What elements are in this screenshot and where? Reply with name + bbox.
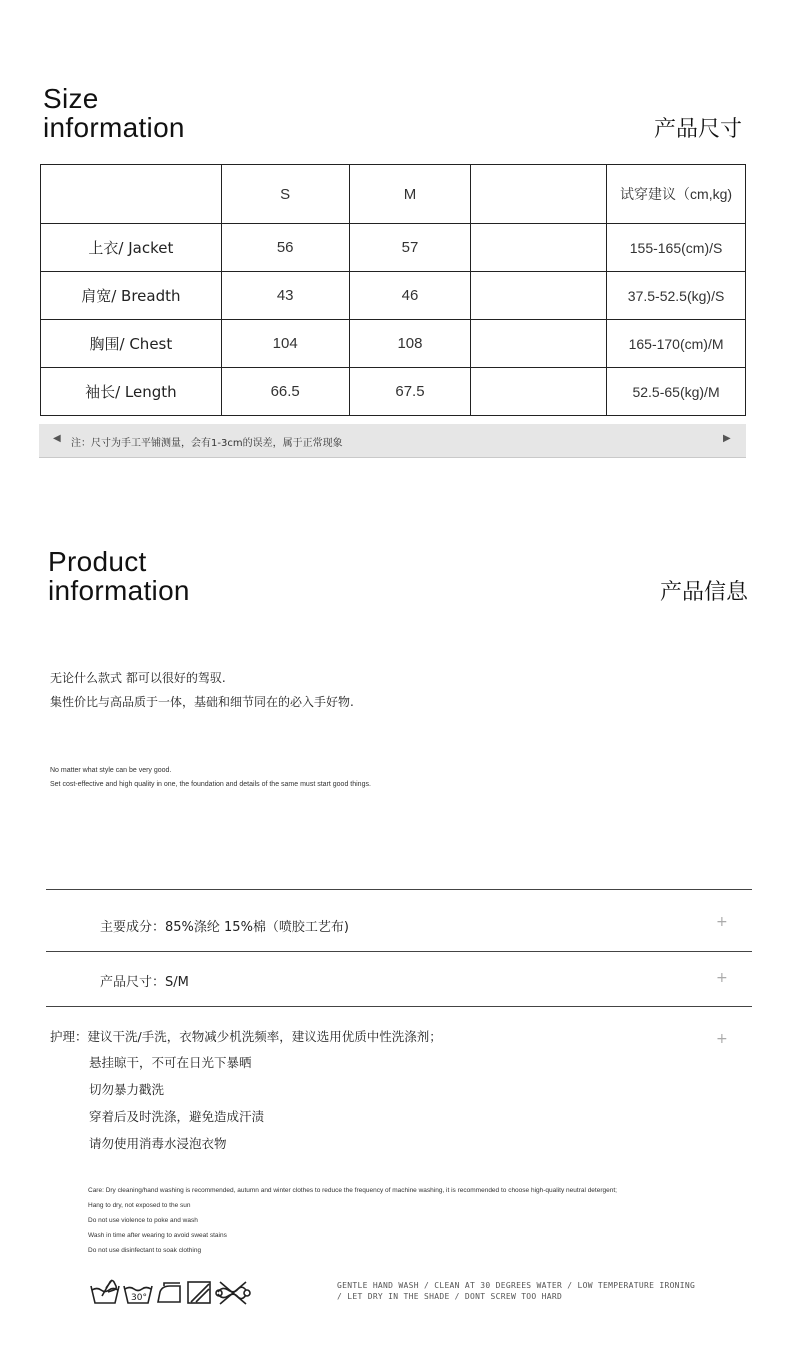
divider bbox=[46, 1006, 752, 1007]
cell-suggest: 165-170(cm)/M bbox=[607, 320, 746, 368]
product-title-line1: Product bbox=[48, 546, 147, 577]
table-row bbox=[41, 272, 746, 320]
size-table bbox=[40, 164, 746, 416]
table-row bbox=[41, 224, 746, 272]
iron-icon bbox=[158, 1283, 180, 1302]
care-en-line-1: Care: Dry cleaning/hand washing is recommended, autumn and winter clothes to reduce the frequency of machine washing, it is recommended to choose high-quality neutral detergent; bbox=[88, 1187, 617, 1194]
cell-suggest: 155-165(cm)/S bbox=[607, 224, 746, 272]
description-en-line1: No matter what style can be very good. bbox=[50, 767, 172, 774]
cell-suggest: 52.5-65(kg)/M bbox=[607, 368, 746, 416]
description-cn-line1: 无论什么款式 都可以很好的驾驭. bbox=[50, 671, 226, 685]
expand-plus-icon[interactable]: + bbox=[716, 1031, 728, 1047]
cell-blank bbox=[471, 368, 607, 416]
product-title-en bbox=[48, 547, 190, 605]
hand-wash-icon bbox=[91, 1280, 119, 1303]
care-en-line-5: Do not use disinfectant to soak clothing bbox=[88, 1247, 202, 1254]
cell-m: 46 bbox=[349, 272, 471, 320]
divider bbox=[46, 951, 752, 952]
cell-s: 66.5 bbox=[221, 368, 349, 416]
cell-suggest: 37.5-52.5(kg)/S bbox=[607, 272, 746, 320]
wash-instructions-line1: GENTLE HAND WASH / CLEAN AT 30 DEGREES WATER / LOW TEMPERATURE IRONING bbox=[337, 1281, 696, 1290]
care-line-1: 护理：建议干洗/手洗，衣物减少机洗频率，建议选用优质中性洗涤剂； bbox=[50, 1029, 442, 1044]
row-label-length: 袖长/ Length bbox=[41, 368, 222, 416]
care-line-4: 穿着后及时洗涤，避免造成汗渍 bbox=[89, 1109, 265, 1124]
cell-s: 104 bbox=[221, 320, 349, 368]
care-line-2: 悬挂晾干，不可在日光下暴晒 bbox=[89, 1055, 252, 1070]
care-en-line-2: Hang to dry, not exposed to the sun bbox=[88, 1202, 191, 1209]
care-en-line-4: Wash in time after wearing to avoid sweat stains bbox=[88, 1232, 227, 1239]
measurement-note-bar bbox=[39, 424, 746, 458]
do-not-wring-icon bbox=[216, 1282, 250, 1304]
expand-plus-icon[interactable]: + bbox=[716, 914, 728, 930]
header-cell-m: M bbox=[349, 165, 471, 224]
right-arrow-icon[interactable]: ▶ bbox=[723, 433, 731, 444]
cell-blank bbox=[471, 272, 607, 320]
material-info: 主要成分：85%涤纶 15%棉（喷胶工艺布) bbox=[100, 920, 349, 935]
measurement-note-text: 注：尺寸为手工平铺测量，会有1-3cm的误差，属于正常现象 bbox=[71, 438, 343, 449]
header-cell-empty bbox=[41, 165, 222, 224]
cell-m: 108 bbox=[349, 320, 471, 368]
divider bbox=[46, 889, 752, 890]
size-title-cn: 产品尺寸 bbox=[654, 117, 743, 142]
care-line-3: 切勿暴力戳洗 bbox=[89, 1082, 165, 1097]
table-row bbox=[41, 368, 746, 416]
cell-m: 57 bbox=[349, 224, 471, 272]
description-cn-line2: 集性价比与高品质于一体，基础和细节同在的必入手好物. bbox=[50, 695, 354, 709]
row-label-breadth: 肩宽/ Breadth bbox=[41, 272, 222, 320]
dry-shade-icon bbox=[188, 1282, 210, 1303]
description-en-line2: Set cost-effective and high quality in one, the foundation and details of the same must start good things. bbox=[50, 781, 371, 788]
product-title-line2: information bbox=[48, 575, 190, 606]
size-title-line2: information bbox=[43, 112, 185, 143]
header-cell-blank bbox=[471, 165, 607, 224]
cell-s: 56 bbox=[221, 224, 349, 272]
size-table-header bbox=[41, 165, 746, 224]
expand-plus-icon[interactable]: + bbox=[716, 970, 728, 986]
table-row bbox=[41, 320, 746, 368]
care-en-line-3: Do not use violence to poke and wash bbox=[88, 1217, 198, 1224]
row-label-chest: 胸围/ Chest bbox=[41, 320, 222, 368]
wash-icons-row bbox=[88, 1276, 254, 1308]
size-title-en bbox=[43, 84, 185, 142]
cell-blank bbox=[471, 320, 607, 368]
size-info: 产品尺寸：S/M bbox=[100, 975, 189, 990]
wash-temp-label: 30° bbox=[131, 1293, 147, 1303]
cell-s: 43 bbox=[221, 272, 349, 320]
wash-instructions-line2: / LET DRY IN THE SHADE / DONT SCREW TOO HARD bbox=[337, 1292, 563, 1301]
wash-30-icon bbox=[124, 1286, 152, 1303]
left-arrow-icon[interactable]: ◀ bbox=[53, 433, 61, 444]
product-title-cn: 产品信息 bbox=[660, 580, 749, 605]
size-title-line1: Size bbox=[43, 83, 99, 114]
row-label-jacket: 上衣/ Jacket bbox=[41, 224, 222, 272]
care-line-5: 请勿使用消毒水浸泡衣物 bbox=[89, 1136, 227, 1151]
header-cell-suggest: 试穿建议（cm,kg) bbox=[607, 165, 746, 224]
cell-m: 67.5 bbox=[349, 368, 471, 416]
header-cell-s: S bbox=[221, 165, 349, 224]
cell-blank bbox=[471, 224, 607, 272]
